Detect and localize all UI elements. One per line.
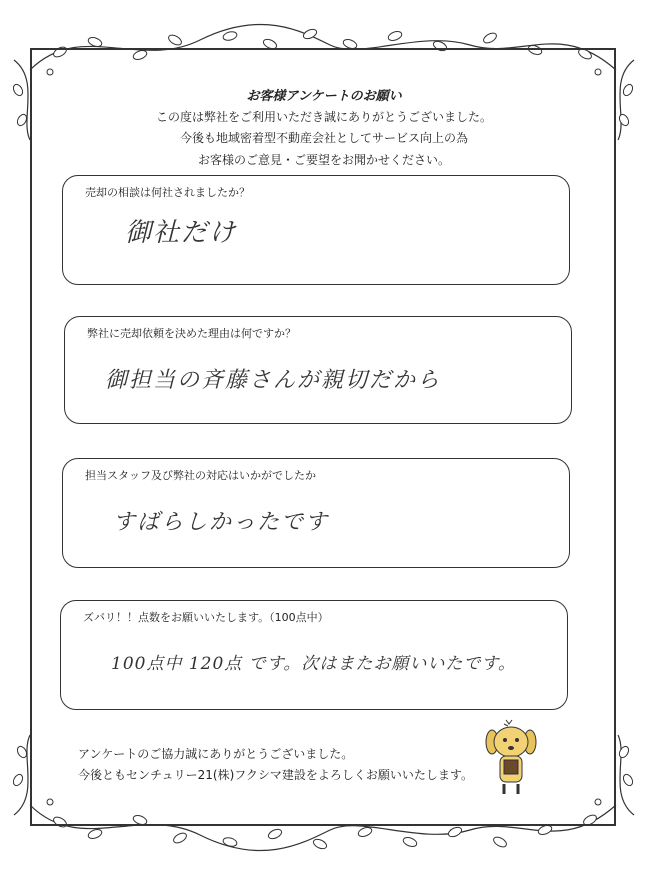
answer-4-handwritten: 100点中 120点 です。次はまたお願いいたです。 bbox=[111, 654, 516, 674]
answer-3-handwritten: すばらしかったです bbox=[113, 510, 330, 535]
answer-2-handwritten: 御担当の斉藤さんが親切だから bbox=[105, 368, 442, 393]
question-box-2 bbox=[64, 316, 572, 424]
question-box-4 bbox=[60, 600, 568, 710]
intro-line-3: お客様のご意見・ご要望をお聞かせください。 bbox=[197, 153, 450, 167]
dog-mascot-icon bbox=[484, 718, 538, 798]
question-4-label: ズバリ！！点数をお願いいたします。（100点中） bbox=[83, 611, 329, 624]
intro-line-1: この度は弊社をご利用いただき誠にありがとうございました。 bbox=[155, 110, 492, 124]
answer-1-handwritten: 御社だけ bbox=[125, 218, 238, 248]
footer-company-line: 今後ともセンチュリー21(株)フクシマ建設をよろしくお願いいたします。 bbox=[78, 768, 473, 782]
footer-thanks-line: アンケートのご協力誠にありがとうございました。 bbox=[78, 747, 354, 761]
question-1-label: 売却の相談は何社されましたか？ bbox=[85, 186, 250, 199]
question-3-label: 担当スタッフ及び弊社の対応はいかがでしたか bbox=[85, 469, 316, 482]
survey-title: お客様アンケートのお願い bbox=[246, 89, 402, 104]
question-box-3 bbox=[62, 458, 570, 568]
question-box-1 bbox=[62, 175, 570, 285]
question-2-label: 弊社に売却依頼を決めた理由は何ですか？ bbox=[87, 327, 296, 340]
intro-line-2: 今後も地域密着型不動産会社としてサービス向上の為 bbox=[179, 131, 468, 145]
